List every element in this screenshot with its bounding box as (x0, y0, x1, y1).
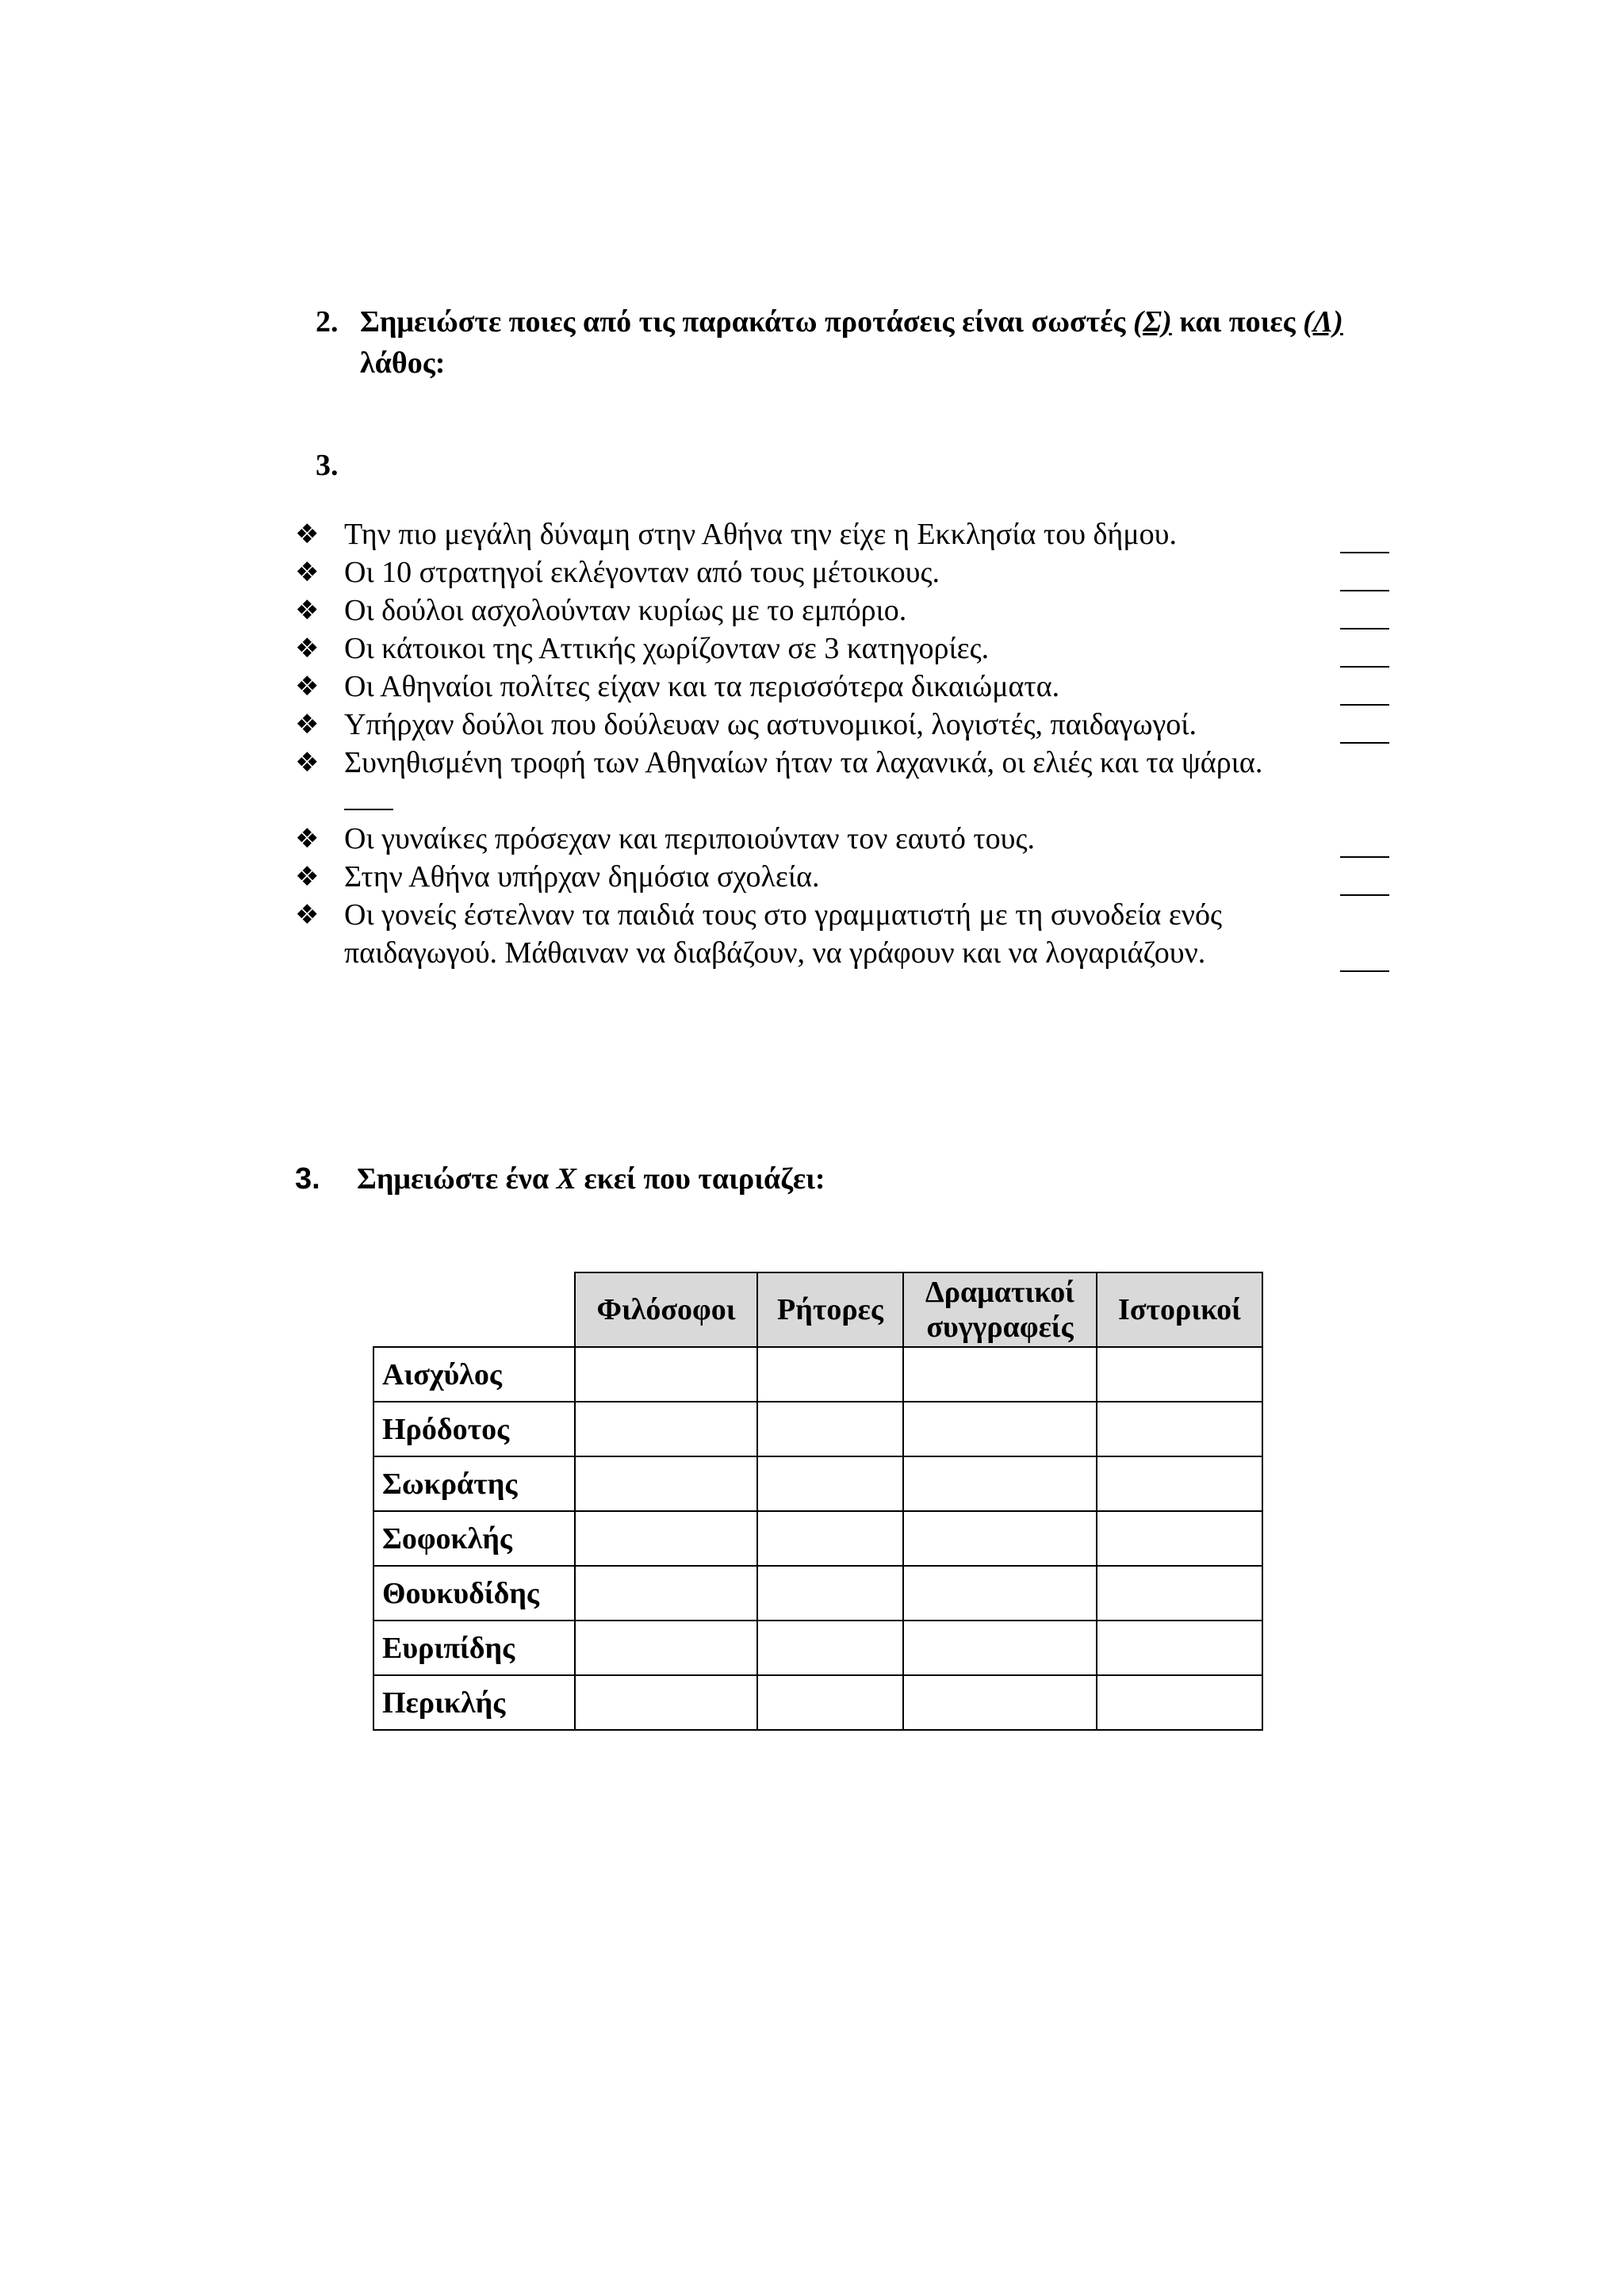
answer-cell[interactable] (903, 1347, 1097, 1402)
answer-cell[interactable] (903, 1511, 1097, 1566)
answer-cell[interactable] (1097, 1347, 1262, 1402)
row-name: Περικλής (373, 1675, 575, 1730)
diamond-bullet-icon: ❖ (295, 899, 320, 931)
answer-cell[interactable] (575, 1675, 757, 1730)
header-playwrights: Δραματικοί συγγραφείς (903, 1272, 1097, 1347)
table-corner (373, 1272, 575, 1347)
row-name: Ηρόδοτος (373, 1402, 575, 1456)
answer-cell[interactable] (575, 1566, 757, 1621)
matching-table (373, 1272, 1263, 1731)
diamond-bullet-icon: ❖ (295, 519, 320, 550)
answer-cell[interactable] (903, 1566, 1097, 1621)
answer-cell[interactable] (903, 1456, 1097, 1511)
header-philosophers: Φιλόσοφοι (575, 1272, 757, 1347)
table-row (373, 1566, 1262, 1621)
question-3-label: 3. (316, 449, 339, 482)
answer-cell[interactable] (757, 1566, 903, 1621)
statement-list (295, 515, 1389, 972)
diamond-bullet-icon: ❖ (295, 671, 320, 702)
answer-blank[interactable] (1340, 866, 1389, 896)
row-name: Θουκυδίδης (373, 1566, 575, 1621)
row-name: Σωκράτης (373, 1456, 575, 1511)
answer-cell[interactable] (757, 1402, 903, 1456)
diamond-bullet-icon: ❖ (295, 557, 320, 588)
table-row (373, 1675, 1262, 1730)
correct-mark: (Σ) (1132, 305, 1172, 339)
answer-blank[interactable] (1340, 714, 1389, 744)
table-header-row (373, 1272, 1262, 1347)
statement-item: ❖ Οι γυναίκες πρόσεχαν και περιποιούνταν τον εαυτό τους. (295, 820, 1389, 858)
question-2-number: 2. (316, 305, 339, 339)
answer-cell[interactable] (1097, 1675, 1262, 1730)
statement-item: ❖ Την πιο μεγάλη δύναμη στην Αθήνα την είχε η Εκκλησία του δήμου. (295, 515, 1389, 553)
diamond-bullet-icon: ❖ (295, 633, 320, 664)
answer-blank[interactable] (1340, 561, 1389, 591)
answer-blank[interactable] (1340, 637, 1389, 668)
statement-item: ❖ Υπήρχαν δούλοι που δούλευαν ως αστυνομικοί, λογιστές, παιδαγωγοί. (295, 706, 1389, 744)
header-historians: Ιστορικοί (1097, 1272, 1262, 1347)
row-name: Αισχύλος (373, 1347, 575, 1402)
answer-cell[interactable] (575, 1347, 757, 1402)
answer-cell[interactable] (903, 1402, 1097, 1456)
row-name: Σοφοκλής (373, 1511, 575, 1566)
diamond-bullet-icon: ❖ (295, 861, 320, 893)
diamond-bullet-icon: ❖ (295, 709, 320, 740)
answer-blank[interactable] (344, 783, 393, 810)
row-name: Ευριπίδης (373, 1621, 575, 1675)
statement-item: ❖ Οι δούλοι ασχολούνταν κυρίως με το εμπόριο. (295, 591, 1389, 629)
table-row (373, 1621, 1262, 1675)
question-3b-number: 3. (295, 1162, 320, 1196)
answer-cell[interactable] (1097, 1566, 1262, 1621)
diamond-bullet-icon: ❖ (295, 747, 320, 779)
answer-blank[interactable] (1340, 828, 1389, 858)
answer-cell[interactable] (757, 1675, 903, 1730)
answer-cell[interactable] (903, 1675, 1097, 1730)
question-2 (316, 301, 1404, 384)
x-mark: Χ (556, 1162, 576, 1196)
answer-cell[interactable] (757, 1456, 903, 1511)
table-row (373, 1347, 1262, 1402)
answer-cell[interactable] (1097, 1511, 1262, 1566)
table-row (373, 1402, 1262, 1456)
wrong-mark: (Λ) (1303, 305, 1343, 339)
answer-blank[interactable] (1340, 523, 1389, 553)
statement-item: ❖ Οι γονείς έστελναν τα παιδιά τους στο γραμματιστή με τη συνοδεία ενός παιδαγωγού. Μάθαιναν να διαβάζουν, να γράφουν και να λογαριάζουν. (295, 896, 1389, 972)
answer-blank[interactable] (1340, 675, 1389, 706)
answer-blank[interactable] (1340, 599, 1389, 629)
answer-blank[interactable] (1340, 942, 1389, 972)
question-3b-heading: 3. Σημειώστε ένα Χ εκεί που ταιριάζει: (295, 1159, 825, 1199)
answer-cell[interactable] (757, 1621, 903, 1675)
answer-cell[interactable] (575, 1621, 757, 1675)
answer-cell[interactable] (757, 1511, 903, 1566)
diamond-bullet-icon: ❖ (295, 823, 320, 855)
diamond-bullet-icon: ❖ (295, 595, 320, 626)
question-2-text: Σημειώστε ποιες από τις παρακάτω προτάσεις είναι σωστές (Σ) και ποιες (Λ) λάθος: (360, 305, 1343, 380)
statement-item: ❖ Συνηθισμένη τροφή των Αθηναίων ήταν τα λαχανικά, οι ελιές και τα ψάρια. (295, 744, 1389, 820)
answer-cell[interactable] (575, 1456, 757, 1511)
table-row (373, 1511, 1262, 1566)
answer-cell[interactable] (575, 1511, 757, 1566)
answer-cell[interactable] (1097, 1456, 1262, 1511)
header-orators: Ρήτορες (757, 1272, 903, 1347)
statement-item: ❖ Οι 10 στρατηγοί εκλέγονταν από τους μέτοικους. (295, 553, 1389, 591)
statement-item: ❖ Οι Αθηναίοι πολίτες είχαν και τα περισσότερα δικαιώματα. (295, 668, 1389, 706)
table-row (373, 1456, 1262, 1511)
answer-cell[interactable] (1097, 1621, 1262, 1675)
answer-cell[interactable] (1097, 1402, 1262, 1456)
answer-cell[interactable] (903, 1621, 1097, 1675)
statement-item: ❖ Στην Αθήνα υπήρχαν δημόσια σχολεία. (295, 858, 1389, 896)
statement-item: ❖ Οι κάτοικοι της Αττικής χωρίζονταν σε 3 κατηγορίες. (295, 629, 1389, 668)
answer-cell[interactable] (757, 1347, 903, 1402)
answer-cell[interactable] (575, 1402, 757, 1456)
